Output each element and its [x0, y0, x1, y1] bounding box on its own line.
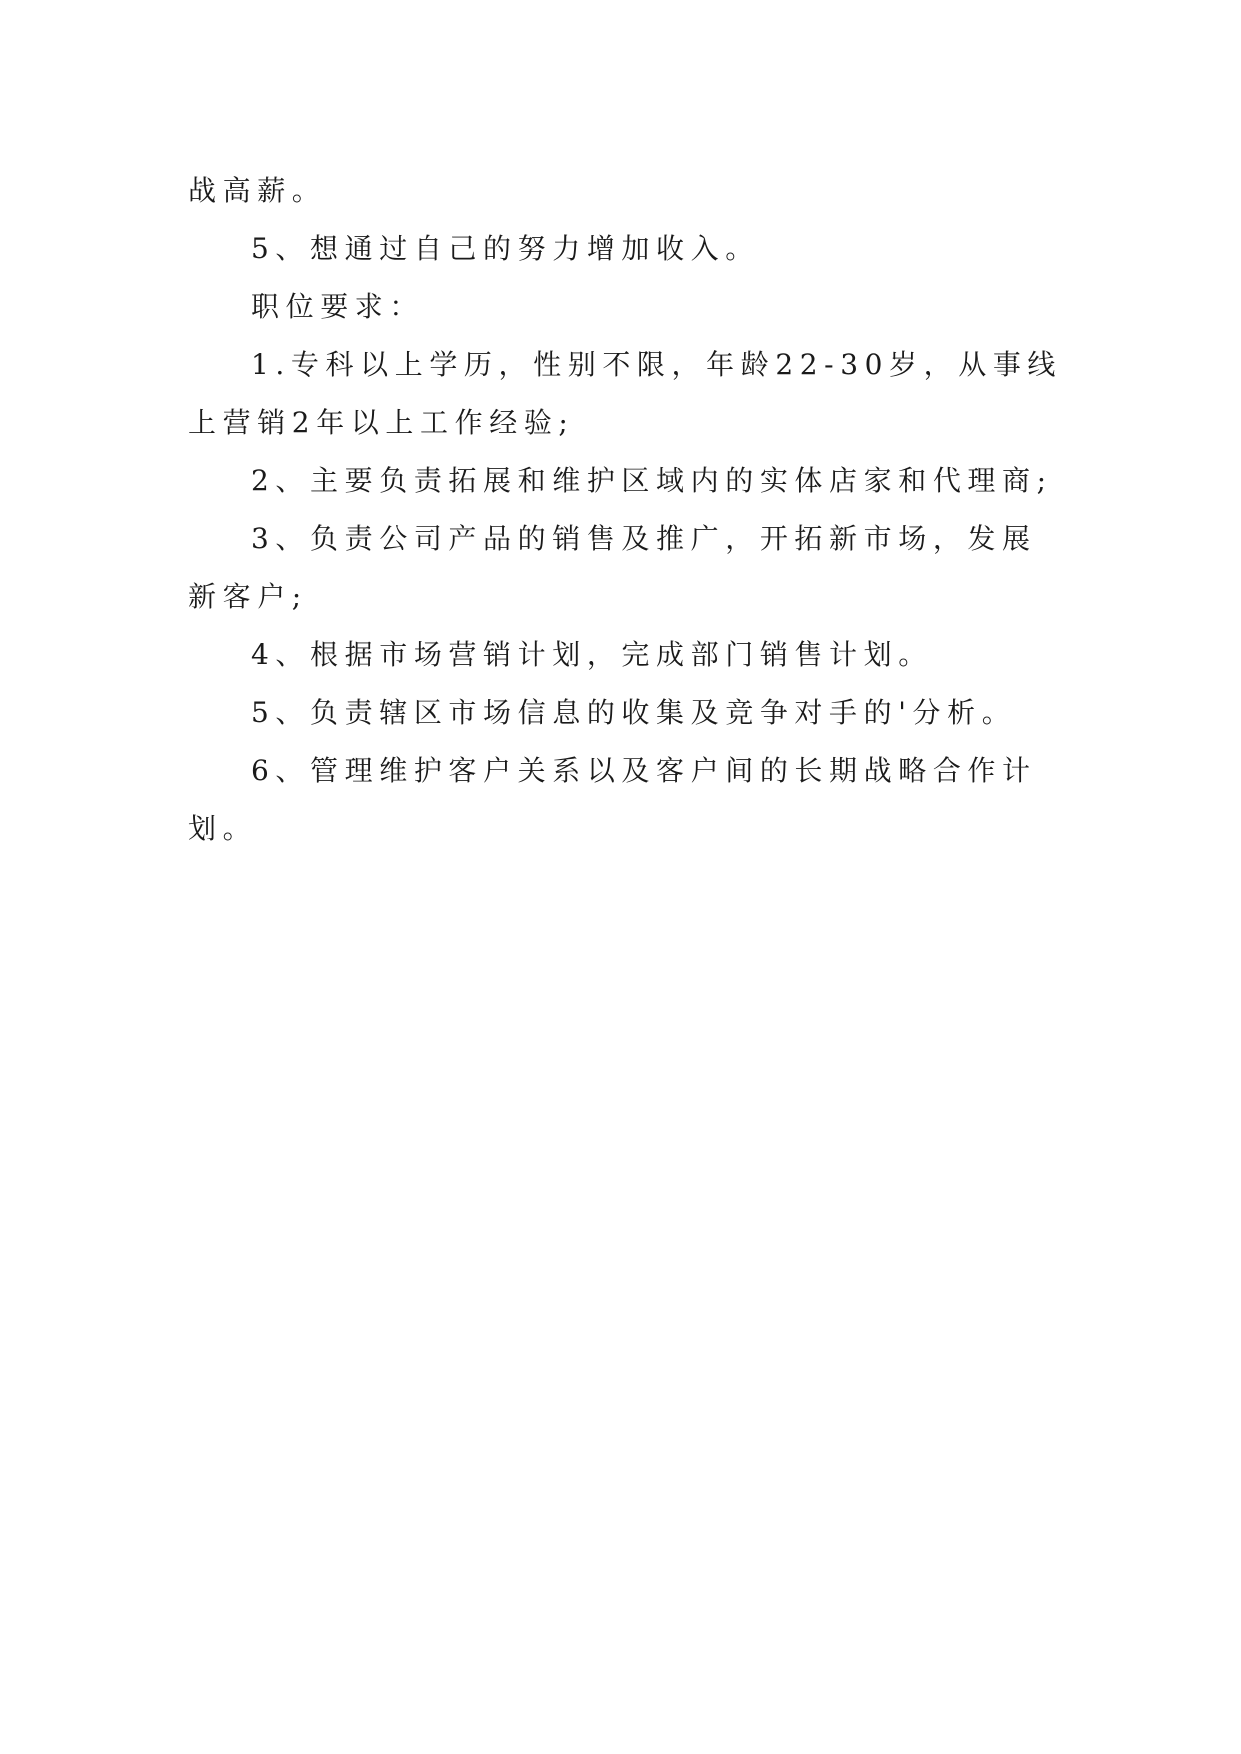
- requirement-item-2: 2、主要负责拓展和维护区域内的实体店家和代理商;: [251, 464, 1053, 497]
- requirement-item-4: 4、根据市场营销计划，完成部门销售计划。: [251, 638, 933, 671]
- requirement-item-3: 3、负责公司产品的销售及推广，开拓新市场，发展新客户;: [188, 522, 1037, 613]
- requirement-item-1: 1.专科以上学历，性别不限，年龄22-30岁，从事线上营销2年以上工作经验;: [188, 348, 1063, 439]
- section-heading-job-requirements: 职位要求：: [251, 290, 425, 323]
- paragraph-motivation-5: 5、想通过自己的努力增加收入。: [251, 232, 760, 265]
- paragraph-continuation: 战高薪。: [188, 174, 327, 207]
- requirement-item-5: 5、负责辖区市场信息的收集及竞争对手的'分析。: [251, 696, 1017, 729]
- requirement-item-6: 6、管理维护客户关系以及客户间的长期战略合作计划。: [188, 754, 1037, 845]
- document-body: [188, 162, 1068, 858]
